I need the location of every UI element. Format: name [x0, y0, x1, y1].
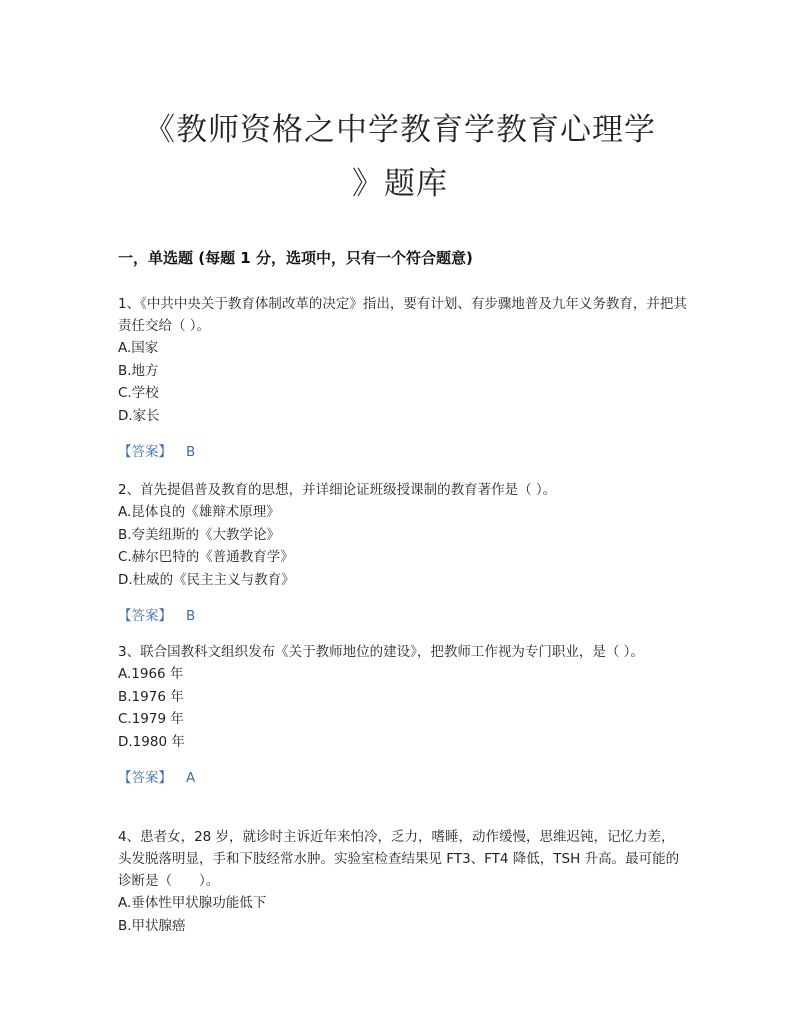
option-b: B.甲状腺癌 — [118, 917, 186, 934]
question-stem: 2、首先提倡普及教育的思想，并详细论证班级授课制的教育著作是（ ）。 — [118, 482, 557, 498]
question-3 — [118, 641, 688, 789]
answer-line — [118, 605, 688, 627]
question-1 — [118, 293, 688, 463]
option-a: A.昆体良的《雄辩术原理》 — [118, 504, 280, 520]
answer-line — [118, 767, 688, 789]
title-line-2: 》题库 — [352, 166, 448, 202]
question-2 — [118, 479, 688, 627]
answer-label: 【答案】 — [118, 444, 172, 460]
answer-line — [118, 441, 688, 463]
title-line-1: 《教师资格之中学教育学教育心理学 — [144, 112, 656, 148]
option-d: D.家长 — [118, 407, 160, 424]
option-b: B.夸美纽斯的《大教学论》 — [118, 526, 281, 543]
option-a: A.1966 年 — [118, 666, 184, 682]
question-4 — [118, 826, 688, 937]
answer-value: A — [186, 770, 196, 786]
answer-value: B — [186, 444, 196, 460]
option-b: B.地方 — [118, 362, 159, 379]
option-d: D.1980 年 — [118, 733, 185, 750]
question-stem: 1、《中共中央关于教育体制改革的决定》指出，要有计划、有步骤地普及九年义务教育，并把其责任交给（ ）。 — [118, 296, 687, 334]
option-c: C.赫尔巴特的《普通教育学》 — [118, 549, 294, 565]
answer-value: B — [186, 608, 196, 624]
option-a: A.国家 — [118, 340, 159, 356]
answer-label: 【答案】 — [118, 608, 172, 624]
question-stem: 4、患者女，28 岁，就诊时主诉近年来怕冷，乏力，嗜睡，动作缓慢，思维迟钝，记忆力差，头发脱落明显，手和下肢经常水肿。实验室检查结果见 FT3、FT4 降低，TSH 升高。最可能的诊断是（ ）。 — [118, 829, 680, 889]
option-b: B.1976 年 — [118, 688, 184, 705]
question-stem: 3、联合国教科文组织发布《关于教师地位的建设》，把教师工作视为专门职业，是（ ）。 — [118, 644, 644, 660]
option-d: D.杜威的《民主主义与教育》 — [118, 571, 295, 588]
option-a: A.垂体性甲状腺功能低下 — [118, 895, 267, 911]
option-c: C.学校 — [118, 385, 159, 401]
section-title: 一，单选题 (每题 1 分，选项中，只有一个符合题意) — [118, 249, 473, 267]
option-c: C.1979 年 — [118, 711, 184, 727]
document-title — [100, 103, 700, 211]
answer-label: 【答案】 — [118, 770, 172, 786]
